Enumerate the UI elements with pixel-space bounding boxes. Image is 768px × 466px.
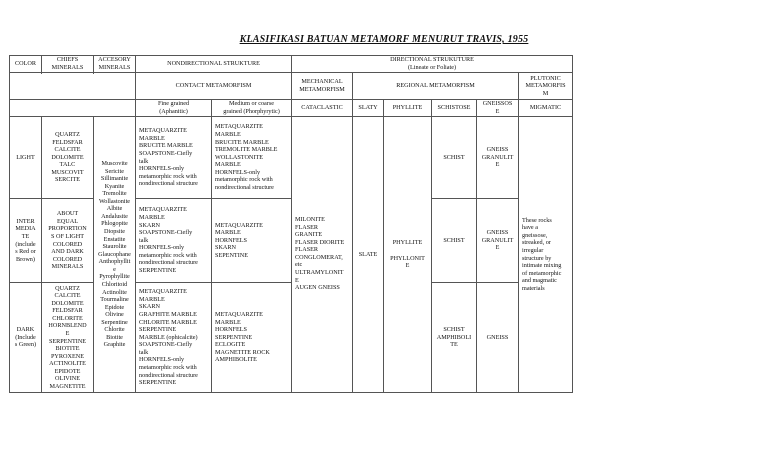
text-line: METAQUARZITE (215, 311, 263, 319)
text-line: SCHIST (443, 153, 465, 161)
header-mechanical-metamorfism: MECHANICAL METAMORFISM (292, 73, 353, 100)
text-line: SERPENTINE (139, 326, 177, 334)
text-line: S OF LIGHT (50, 232, 84, 240)
row-intermediate-fine (136, 199, 212, 283)
text-line: SCHIST (443, 326, 465, 334)
text-line: Anthophyllit (98, 258, 131, 266)
text-line: MARBLE (215, 161, 241, 169)
text-line: AUGEN GNEISS (295, 284, 340, 292)
text-line: AND DARK (51, 248, 84, 256)
text-line: SKARN (139, 221, 160, 229)
text-line: structure by (522, 254, 552, 262)
text-line: Tourmaline (100, 296, 129, 304)
text-line: talk (139, 236, 149, 244)
text-line: etc (295, 261, 303, 269)
text-line: Epidote (104, 303, 125, 311)
text-line: materials (522, 284, 545, 292)
text-line: s Green) (14, 341, 37, 349)
text-line: E (495, 244, 500, 252)
header-chiefs: CHIEFS MINERALS (42, 56, 94, 73)
text-line: MARBLE (139, 295, 165, 303)
row-dark-color (10, 283, 42, 393)
row-intermediate-gneissose (477, 199, 519, 283)
text-line: TE (450, 341, 458, 349)
text-line: SOAPSTONE-Ciefly (139, 229, 193, 237)
text-line: HORNFELS (215, 236, 247, 244)
header-color: COLOR (10, 56, 42, 73)
row-light-chiefs (42, 117, 94, 199)
text-line: SOAPSTONE-Ciefly (139, 341, 193, 349)
text-line: Tremolite (102, 190, 127, 198)
text-line: Staurolite (102, 243, 127, 251)
text-line: BIOTITE (55, 345, 80, 353)
text-line: PYROXENE (50, 352, 84, 360)
text-line: LIGHT (16, 153, 35, 161)
text-line: streaked, or (522, 239, 551, 247)
header-fine-grained: Fine grained (Aphanitic) (136, 100, 212, 117)
text-line: TREMOLITE MARBLE (215, 146, 278, 154)
text-line: BRUCITE MARBLE (215, 138, 269, 146)
row-light-gneissose (477, 117, 519, 199)
text-line: WOLLASTONITE (215, 153, 264, 161)
header-schistose: SCHISTOSE (432, 100, 477, 117)
text-line: COLORED (52, 255, 83, 263)
text-line: GRANITE (295, 231, 323, 239)
text-line: ABOUT (56, 210, 79, 218)
text-line: MEDIA (15, 225, 36, 233)
row-light-fine (136, 117, 212, 199)
text-line: have a (522, 224, 538, 232)
text-line: Diopsite (104, 228, 125, 236)
text-line: METAQUARZITE (139, 127, 187, 135)
text-line: TE (21, 232, 30, 240)
text-line: MAGNETITE ROCK (215, 348, 270, 356)
text-line (385, 247, 430, 255)
text-line: Graphite (103, 341, 126, 349)
text-line: E (405, 262, 410, 270)
text-line: EPIDOTE (54, 367, 81, 375)
text-line: ECLOGITE (215, 341, 246, 349)
text-line: Enstatite (103, 235, 126, 243)
text-line: CONGLOMERAT, (295, 253, 343, 261)
header-nondirectional: NONDIRECTIONAL STRUKTURE (136, 56, 292, 73)
slaty-rocks (353, 117, 384, 393)
text-line: HORNFELS (215, 326, 247, 334)
text-line: ULTRAMYLONIT (295, 268, 344, 276)
text-line: PHYLLONIT (390, 254, 425, 262)
text-line: SKARN (139, 303, 160, 311)
row-dark-schistose (432, 283, 477, 393)
text-line: nondirectional structure (139, 259, 198, 267)
row-dark-gneissose (477, 283, 519, 393)
text-line: Kyanite (104, 182, 125, 190)
text-line: GNEISS (486, 229, 509, 237)
text-line: metamorphic rock with (139, 363, 197, 371)
text-line: metamorphic rock with (139, 251, 197, 259)
text-line: HORNFELS-only (139, 356, 185, 364)
text-line: HORNBLEND (48, 322, 87, 330)
text-line: INTER (16, 217, 35, 225)
text-line: Biotite (106, 333, 123, 341)
text-line: MINERALS (51, 263, 84, 271)
text-line: SKARN (215, 244, 236, 252)
text-line: E (295, 276, 299, 284)
text-line: nondirectional structure (139, 180, 198, 188)
text-line: DARK (16, 326, 35, 334)
text-line: AMPHIBOLI (436, 333, 472, 341)
text-line: MARBLE (ophicalcite) (139, 333, 198, 341)
text-line: SLATE (358, 250, 378, 258)
header-migmatic: MIGMATIC (519, 100, 573, 117)
text-line: nondirectional structure (139, 371, 198, 379)
text-line: SERPENTINE (48, 337, 87, 345)
text-line: FELDSFAR (52, 138, 83, 146)
header-gneissose: GNEISSOS E (477, 100, 519, 117)
text-line: Sillimanite (100, 175, 129, 183)
text-line: (include (15, 240, 36, 248)
text-line: BRUCITE MARBLE (139, 142, 193, 150)
text-line: GNEISS (486, 333, 509, 341)
row-dark-fine (136, 283, 212, 393)
text-line: Chlorite (104, 326, 125, 334)
text-line: DOLOMITE (51, 153, 84, 161)
text-line: nondirectional structure (215, 183, 274, 191)
text-line: PHYLLITE (392, 239, 423, 247)
text-line: metamorphic rock with (215, 176, 273, 184)
text-line: GRAFHITE MARBLE (139, 311, 197, 319)
text-line: TALC (59, 161, 76, 169)
header-cataclastic: CATACLASTIC (292, 100, 353, 117)
migmatic-rocks (519, 117, 573, 393)
text-line: ACTINOLITE (49, 360, 86, 368)
text-line: Sericite (105, 167, 124, 175)
text-line: MUSCOVIT (51, 168, 84, 176)
row-dark-medium (212, 283, 292, 393)
text-line: PROPORTION (48, 225, 87, 233)
text-line: CHLORITE (52, 314, 83, 322)
text-line: MARBLE (215, 318, 241, 326)
text-line: talk (139, 157, 149, 165)
text-line: GRANULIT (481, 153, 514, 161)
row-intermediate-schistose (432, 199, 477, 283)
text-line: Phlogopite (101, 220, 128, 228)
text-line: SERPENTINE (139, 379, 177, 387)
header-slaty: SLATY (353, 100, 384, 117)
text-line: SCHIST (443, 236, 465, 244)
text-line: Olivine (105, 311, 124, 319)
text-line: EQUAL (57, 217, 78, 225)
header-regional-metamorfism: REGIONAL METAMORFISM (353, 73, 519, 100)
text-line: Brown) (16, 255, 35, 263)
text-line: intimate mixing (522, 262, 562, 270)
page-title: KLASIFIKASI BATUAN METAMORF MENURUT TRAVIS, 1955 (239, 34, 529, 45)
text-line: METAQUARZITE (215, 123, 263, 131)
row-intermediate-color (10, 199, 42, 283)
text-line: SERPENTINE (139, 266, 177, 274)
text-line: FLASER DIORITE (295, 238, 345, 246)
text-line: Muscovite (101, 159, 128, 167)
text-line: CHLORITE MARBLE (139, 318, 197, 326)
text-line: gneissose, (522, 231, 548, 239)
text-line: Andalusite (101, 212, 128, 220)
text-line: Wollastonite (98, 197, 131, 205)
text-line: SERCITE (54, 176, 81, 184)
header-medium-grained: Medium or coarse grained (Phorphyrytic) (212, 100, 292, 117)
text-line: QUARTZ (55, 131, 80, 139)
text-line: GRANULIT (481, 236, 514, 244)
text-line: DOLOMITE (51, 299, 84, 307)
text-line: and magmatic (522, 277, 557, 285)
text-line: METAQUARZITE (139, 206, 187, 214)
accessory-minerals (94, 117, 136, 393)
text-line: E (495, 161, 500, 169)
text-line: METAQUARZITE (215, 221, 263, 229)
text-line: FELDSFAR (52, 307, 83, 315)
row-light-schistose (432, 117, 477, 199)
text-line: METAQUARZITE (139, 288, 187, 296)
text-line: These rocks (522, 216, 552, 224)
text-line: (Include (15, 333, 36, 341)
text-line: FLASER (295, 223, 319, 231)
row-dark-chiefs (42, 283, 94, 393)
classification-table (9, 55, 573, 393)
text-line: AMPHIBOLITE (215, 356, 257, 364)
text-line: Albite (106, 205, 123, 213)
text-line: talk (139, 348, 149, 356)
header-phyllite: PHYLLITE (384, 100, 432, 117)
header-contact-metamorfism: CONTACT METAMORFISM (136, 73, 292, 100)
text-line: CALCITE (54, 292, 81, 300)
header-plutonic-metamorfism: PLUTONIC METAMORFIS M (519, 73, 573, 100)
text-line: HORNFELS-only (139, 165, 185, 173)
text-line: CALCITE (54, 146, 81, 154)
phyllite-rocks (384, 117, 432, 393)
text-line: MARBLE (215, 229, 241, 237)
text-line: s Red or (15, 248, 36, 256)
text-line: MARBLE (139, 134, 165, 142)
text-line: FLASER (295, 246, 319, 254)
text-line: MARBLE (215, 131, 241, 139)
text-line: Glaucophane (98, 250, 131, 258)
header-accessory: ACCESORY MINERALS (94, 56, 136, 73)
text-line: Pyrophyllite (99, 273, 130, 281)
text-line: SEPENTINE (215, 251, 248, 259)
text-line: MARBLE (139, 214, 165, 222)
text-line: Actinolite (102, 288, 127, 296)
text-line: MAGNETITE (49, 382, 86, 390)
text-line: SOAPSTONE-Ciefly (139, 149, 193, 157)
text-line: QUARTZ (55, 284, 80, 292)
text-line: SERPENTINE (215, 333, 253, 341)
text-line: E (65, 329, 70, 337)
row-intermediate-medium (212, 199, 292, 283)
header-directional: DIRECTIONAL STRUKUTURE (Lineate or Foliate) (292, 56, 573, 73)
cataclastic-rocks (292, 117, 353, 393)
text-line: Chloritoid (101, 280, 128, 288)
text-line: metamorphic rock with (139, 172, 197, 180)
text-line: irregular (522, 246, 544, 254)
text-line: of metamorphic (522, 269, 562, 277)
text-line: e (113, 265, 116, 273)
text-line: COLORED (52, 240, 83, 248)
row-light-color (10, 117, 42, 199)
row-light-medium (212, 117, 292, 199)
text-line: HORNFELS-only (139, 244, 185, 252)
text-line: OLIVINE (54, 375, 81, 383)
row-intermediate-chiefs (42, 199, 94, 283)
text-line: Serpentine (101, 318, 128, 326)
text-line: GNEISS (486, 146, 509, 154)
text-line: MILONITE (295, 216, 325, 223)
text-line: HORNFELS-only (215, 168, 261, 176)
